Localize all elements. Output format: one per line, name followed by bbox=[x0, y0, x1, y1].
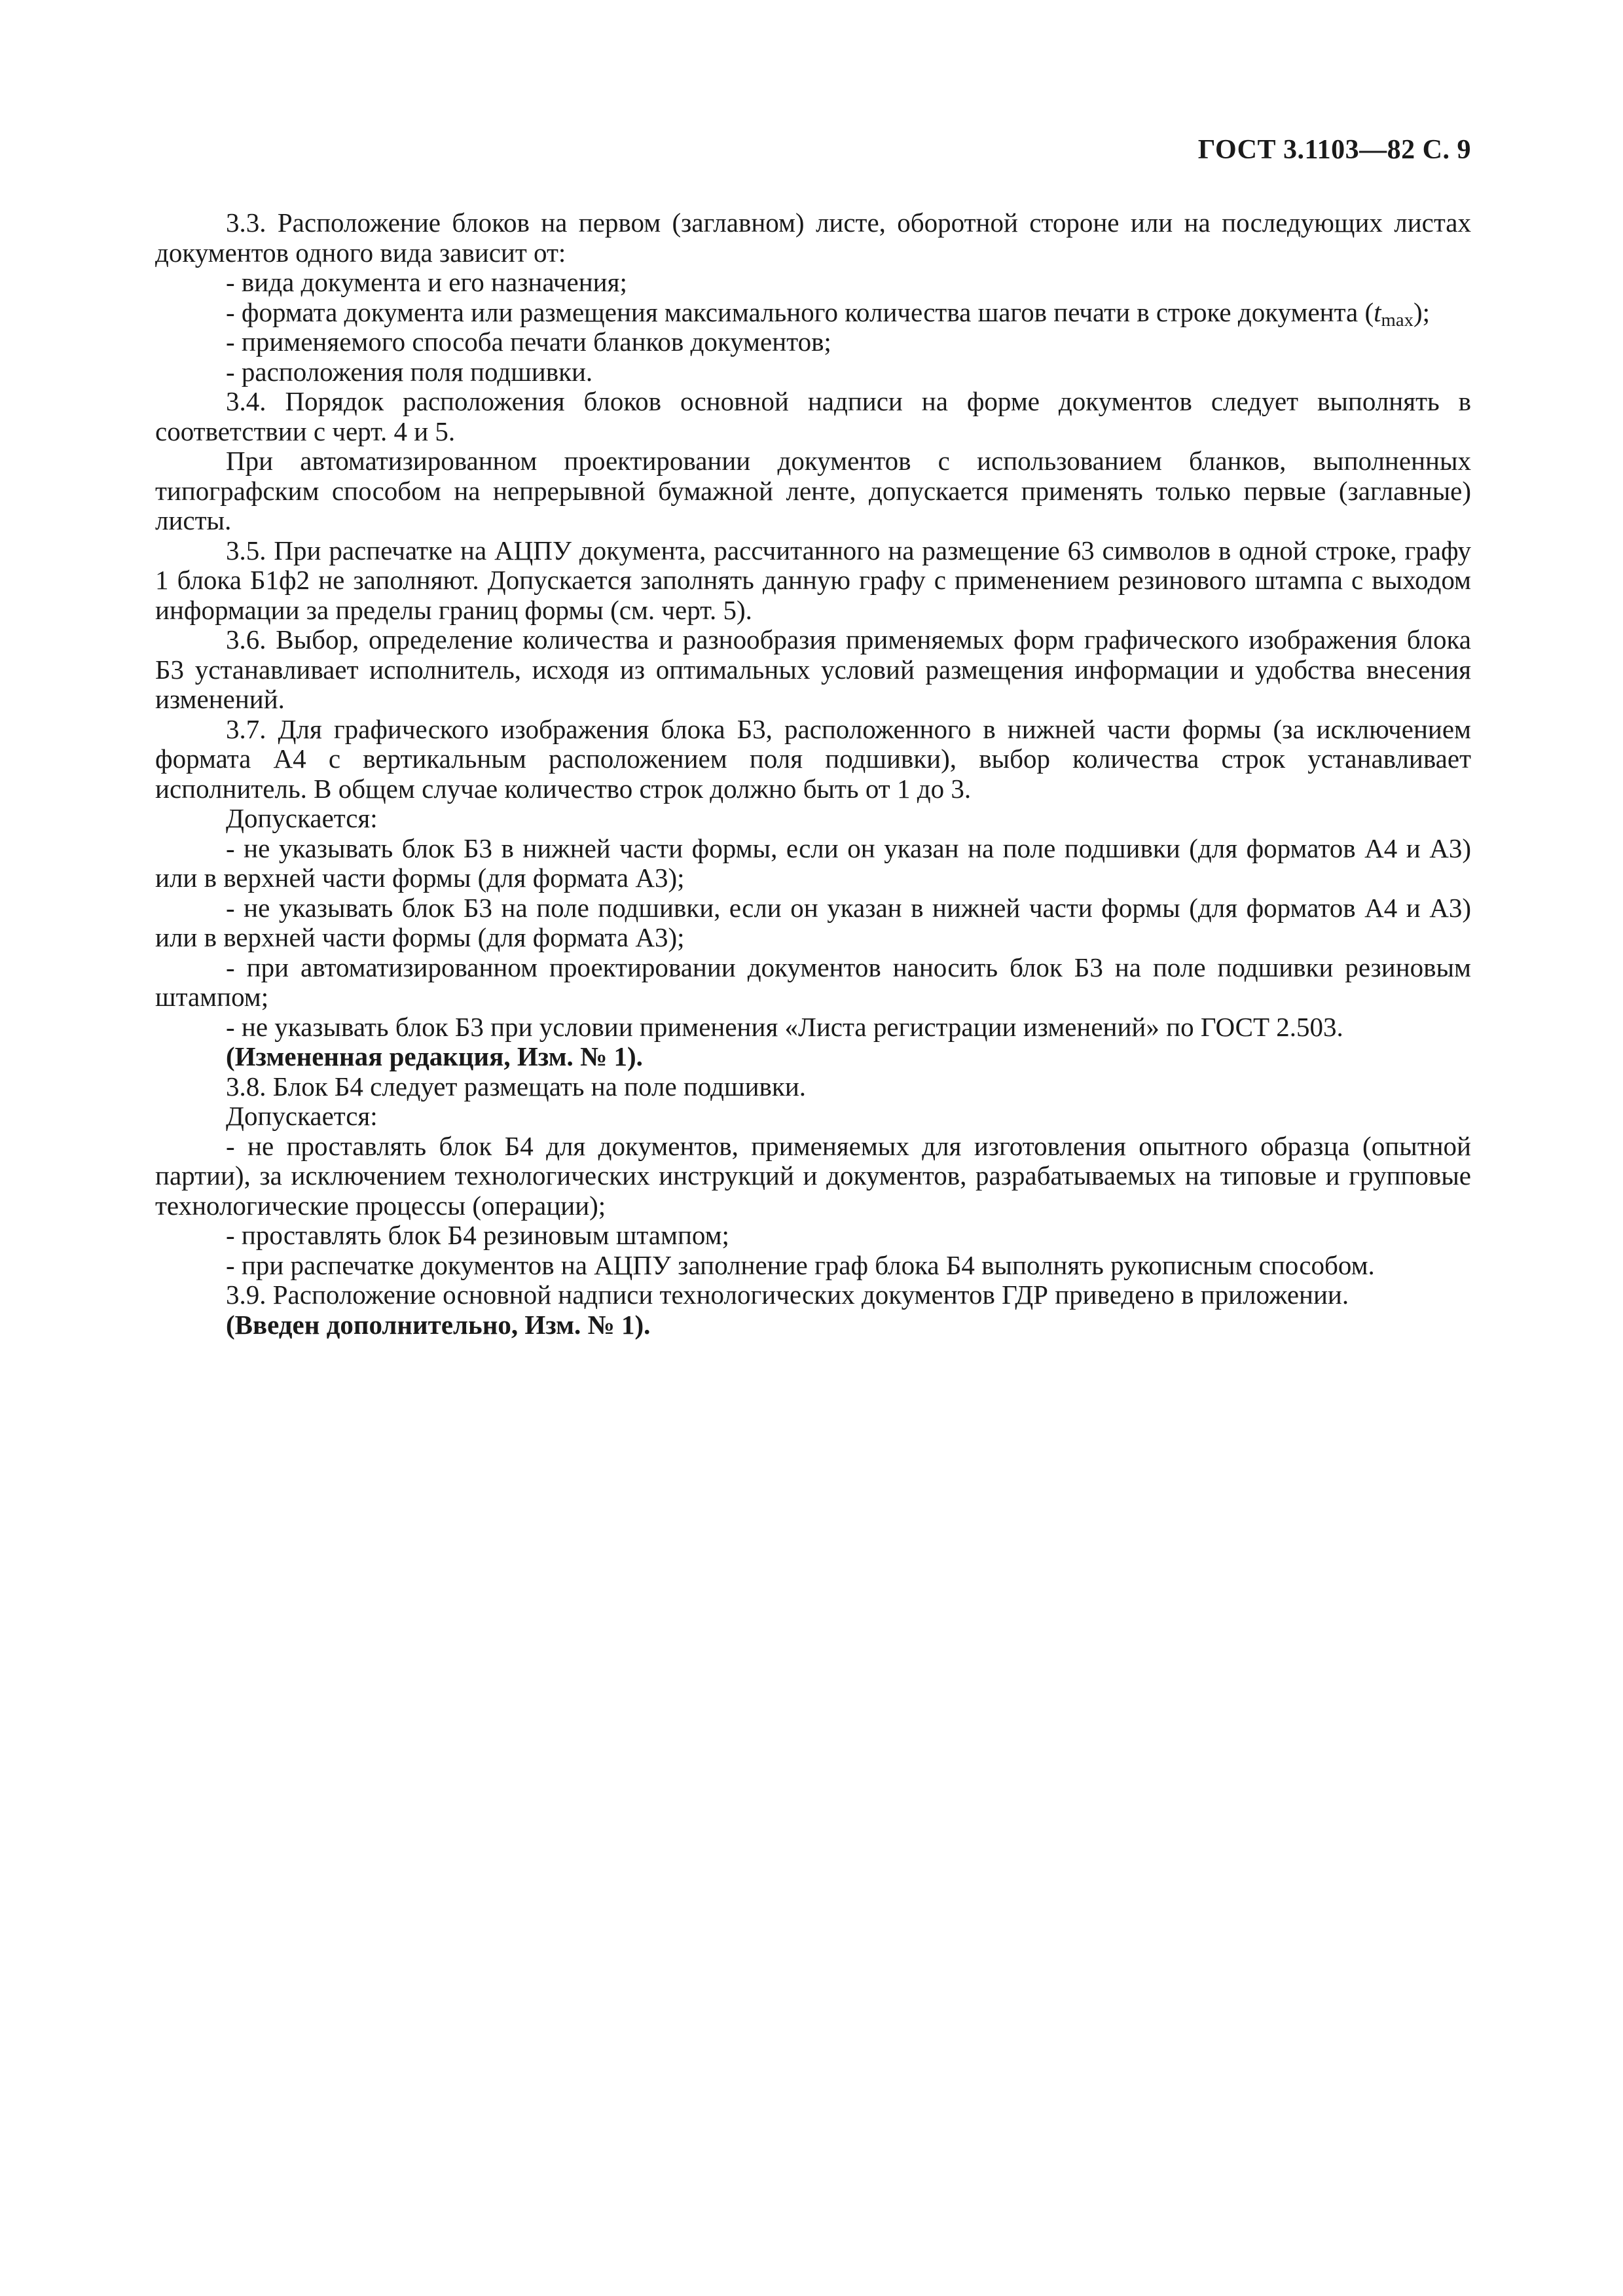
format-item-tail: ); bbox=[1413, 296, 1430, 327]
paragraph-3-9: 3.9. Расположение основной надписи технологических документов ГДР приведено в приложении. bbox=[226, 1280, 1349, 1310]
paragraph: При автоматизированном проектировании документов с использованием бланков, выполненных типографским способом на непрерывной бумажной ленте, допускается применять только первые (заглавные) листы. bbox=[155, 446, 1471, 535]
list-item: - не указывать блок Б3 в нижней части формы, если он указан на поле подшивки (для форматов А4 и А3) или в верхней части формы (для формата А3); bbox=[155, 833, 1471, 893]
paragraph: Допускается: bbox=[226, 803, 378, 833]
amendment-note: (Введен дополнительно, Изм. № 1). bbox=[226, 1309, 651, 1340]
list-item: - при автоматизированном проектировании документов наносить блок Б3 на поле подшивки резиновым штампом; bbox=[155, 952, 1471, 1012]
list-item: - при распечатке документов на АЦПУ заполнение граф блока Б4 выполнять рукописным способом. bbox=[226, 1249, 1375, 1280]
max-subscript: max bbox=[1381, 309, 1413, 331]
list-item: - расположения поля подшивки. bbox=[226, 356, 593, 387]
list-item: - не указывать блок Б3 при условии применения «Листа регистрации изменений» по ГОСТ 2.503. bbox=[226, 1011, 1343, 1042]
amendment-note: (Измененная редакция, Изм. № 1). bbox=[226, 1041, 643, 1071]
list-item: - вида документа и его назначения; bbox=[226, 267, 627, 297]
document-body bbox=[155, 208, 1471, 1340]
list-item: - проставлять блок Б4 резиновым штампом; bbox=[226, 1220, 729, 1250]
paragraph-3-5: 3.5. При распечатке на АЦПУ документа, рассчитанного на размещение 63 символов в одной строке, графу 1 блока Б1ф2 не заполняют. Допускается заполнять данную графу с применением резинового штампа с выходом информации за пределы границ формы (см. черт. 5). bbox=[155, 535, 1471, 625]
list-item: - не указывать блок Б3 на поле подшивки, если он указан в нижней части формы (для форматов А4 и А3) или в верхней части формы (для формата А3); bbox=[155, 892, 1471, 952]
paragraph-3-7: 3.7. Для графического изображения блока Б3, расположенного в нижней части формы (за исключением формата А4 с вертикальным расположением поля подшивки), выбор количества строк устанавливает исполнитель. В общем случае количество строк должно быть от 1 до 3. bbox=[155, 713, 1471, 804]
paragraph-3-3: 3.3. Расположение блоков на первом (заглавном) листе, оборотной стороне или на последующих листах документов одного вида зависит от: bbox=[155, 207, 1471, 268]
page-header: ГОСТ 3.1103—82 С. 9 bbox=[1197, 135, 1471, 165]
list-item-format bbox=[155, 296, 1471, 331]
paragraph-3-8: 3.8. Блок Б4 следует размещать на поле подшивки. bbox=[226, 1071, 807, 1102]
list-item: - не проставлять блок Б4 для документов, применяемых для изготовления опытного образца (опытной партии), за исключением технологических инструкций и документов, разрабатываемых на типовые и групповые технологические процессы (операции); bbox=[155, 1130, 1471, 1221]
t-variable: t bbox=[1374, 296, 1381, 327]
list-item: - применяемого способа печати бланков документов; bbox=[226, 327, 831, 357]
paragraph-3-6: 3.6. Выбор, определение количества и разнообразия применяемых форм графического изображения блока Б3 устанавливает исполнитель, исходя из оптимальных условий размещения информации и удобства внесения изменений. bbox=[155, 624, 1471, 714]
format-item-text: - формата документа или размещения максимального количества шагов печати в строке документа ( bbox=[226, 296, 1374, 327]
paragraph: Допускается: bbox=[226, 1101, 378, 1131]
paragraph-3-4: 3.4. Порядок расположения блоков основной надписи на форме документов следует выполнять в соответствии с черт. 4 и 5. bbox=[155, 386, 1471, 446]
